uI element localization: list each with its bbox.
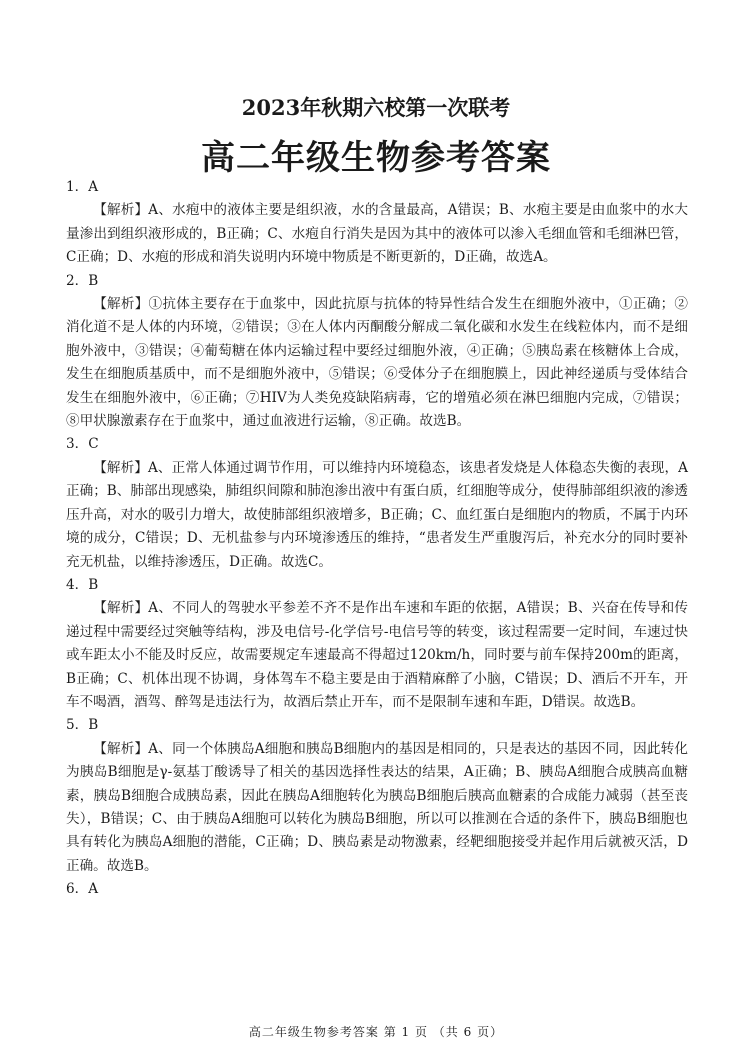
question-number: 3．C [66, 436, 99, 453]
question-number: 4．B [66, 576, 99, 593]
question-number: 5．B [66, 717, 99, 734]
question-item [66, 433, 688, 573]
page-footer: 高二年级生物参考答案 第 1 页 （共 6 页） [248, 1025, 504, 1039]
question-item [66, 270, 688, 434]
answer-content [66, 176, 688, 902]
question-explanation: 【解析】A、水疱中的液体主要是组织液，水的含量最高，A错误；B、水疱主要是由血浆中的水大量渗出到组织液形成的，B正确；C、水疱自行消失是因为其中的液体可以渗入毛细血管和毛细淋巴管，C正确；D、水疱的形成和消失说明内环境中物质是不断更新的，D正确，故选A。 [66, 202, 688, 266]
question-number: 2．B [66, 272, 99, 289]
question-explanation: 【解析】A、正常人体通过调节作用，可以维持内环境稳态，该患者发烧是人体稳态失衡的表现，A正确；B、肺部出现感染，肺组织间隙和肺泡渗出液中有蛋白质，红细胞等成分，使得肺部组织液的渗透压升高，对水的吸引力增大，故使肺部组织液增多，B正确；C、血红蛋白是细胞内的物质，不属于内环境的成分，C错误；D、无机盐参与内环境渗透压的维持，“患者发生严重腹泻后，补充水分的同时要补充无机盐，以维持渗透压，D正确。故选C。 [66, 459, 688, 570]
question-explanation: 【解析】①抗体主要存在于血浆中，因此抗原与抗体的特异性结合发生在细胞外液中，①正确；②消化道不是人体的内环境，②错误；③在人体内丙酮酸分解成二氧化碳和水发生在线粒体内，而不是细胞外液中，③错误；④葡萄糖在体内运输过程中要经过细胞外液，④正确；⑤胰岛素在核糖体上合成，发生在细胞质基质中，而不是细胞外液中，⑤错误；⑥受体分子在细胞膜上，因此神经递质与受体结合发生在细胞外液中，⑥正确；⑦HIV为人类免疫缺陷病毒，它的增殖必须在淋巴细胞内完成，⑦错误；⑧甲状腺激素存在于血浆中，通过血液进行运输，⑧正确。故选B。 [66, 296, 688, 430]
document-title: 高二年级生物参考答案 [201, 138, 551, 178]
question-explanation: 【解析】A、同一个体胰岛A细胞和胰岛B细胞内的基因是相同的，只是表达的基因不同，因此转化为胰岛B细胞是γ-氨基丁酸诱导了相关的基因选择性表达的结果，A正确；B、胰岛A细胞合成胰高血糖素，胰岛B细胞合成胰岛素，因此在胰岛A细胞转化为胰岛B细胞后胰高血糖素的合成能力减弱（甚至丧失），B错误；C、由于胰岛A细胞可以转化为胰岛B细胞，所以可以推测在合适的条件下，胰岛B细胞也具有转化为胰岛A细胞的潜能，C正确；D、胰岛素是动物激素，经靶细胞接受并起作用后就被灭活，D正确。故选B。 [66, 740, 688, 874]
question-item [66, 574, 688, 714]
question-number: 6．A [66, 881, 99, 898]
question-item [66, 714, 688, 878]
question-item [66, 176, 688, 270]
exam-title: 2023年秋期六校第一次联考 [241, 95, 511, 120]
question-explanation: 【解析】A、不同人的驾驶水平参差不齐不是作出车速和车距的依据，A错误；B、兴奋在传导和传递过程中需要经过突触等结构，涉及电信号-化学信号-电信号等的转变，该过程需要一定时间，车速过快或车距太小不能及时反应，故需要规定车速最高不得超过120km/h，同时要与前车保持200m的距离，B正确；C、机体出现不协调，身体驾车不稳主要是由于酒精麻醉了小脑，C错误；D、酒后不开车，开车不喝酒，酒驾、醉驾是违法行为，故酒后禁止开车，而不是限制车速和车距，D错误。故选B。 [66, 600, 688, 710]
question-number: 1．A [66, 179, 99, 195]
question-item [66, 878, 688, 901]
